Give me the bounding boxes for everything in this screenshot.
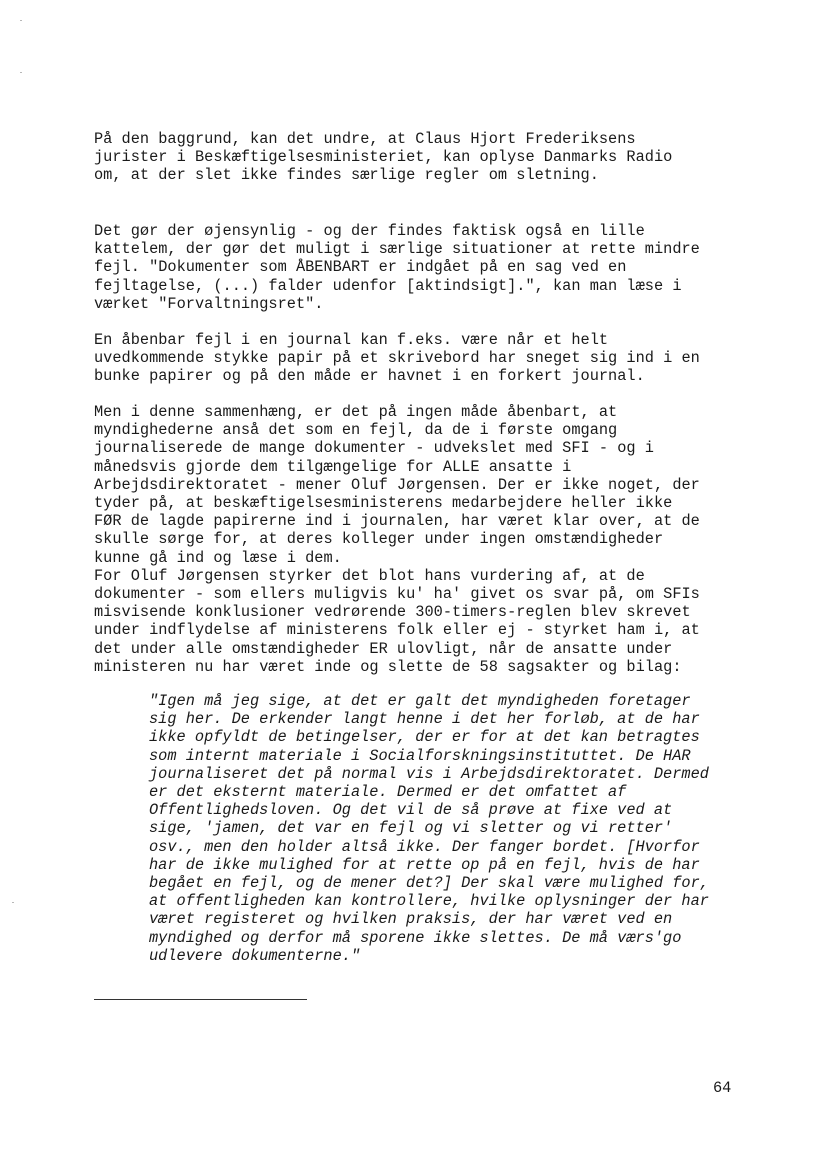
scan-speck [12,902,14,903]
footnote-separator [94,999,307,1000]
block-quote: "Igen må jeg sige, at det er galt det myndigheden foretager sig her. De erkender langt henne i det her forløb, at de har ikke opfyldt de betingelser, der er for at det kan betragtes som internt materiale i Socialforskningsinstituttet. De HAR journaliseret det på normal vis i Arbejdsdirektoratet. Dermed er det eksternt materiale. Dermed er det omfattet af Offentlighedsloven. Og det vil de så prøve at fixe ved at sige, 'jamen, det var en fejl og vi sletter og vi retter' osv., men den holder altså ikke. Der fanger bordet. [Hvorfor har de ikke mulighed for at rette op på en fejl, hvis de har begået en fejl, og de mener det?] Der skal være mulighed for, at offentligheden kan kontrollere, hvilke oplysninger der har været registeret og hvilken praksis, der har været ved en myndighed og derfor må sporene ikke slettes. De må værs'go udlevere dokumenterne." [149,692,709,965]
paragraph-4: Men i denne sammenhæng, er det på ingen måde åbenbart, at myndighederne anså det som en fejl, da de i første omgang journaliserede de mange dokumenter - udvekslet med SFI - og i månedsvis gjorde dem tilgængelige for ALLE ansatte i Arbejdsdirektoratet - mener Oluf Jørgensen. Der er ikke noget, der tyder på, at beskæftigelsesministerens medarbejdere heller ikke FØR de lagde papirerne ind i journalen, har været klar over, at de skulle sørge for, at deres kolleger under ingen omstændigheder kunne gå ind og læse i dem. For Oluf Jørgensen styrker det blot hans vurdering af, at de dokumenter - som ellers muligvis ku' ha' givet os svar på, om SFIs misvisende konklusioner vedrørende 300-timers-reglen blev skrevet under indflydelse af ministerens folk eller ej - styrket ham i, at det under alle omstændigheder ER ulovligt, når de ansatte under ministeren nu har været inde og slette de 58 sagsakter og bilag: [94,403,700,676]
paragraph-1: På den baggrund, kan det undre, at Claus Hjort Frederiksens jurister i Beskæftigelsesministeriet, kan oplyse Danmarks Radio om, at der slet ikke findes særlige regler om sletning. [94,130,673,185]
scan-speck [20,72,22,73]
page-number: 64 [713,1079,732,1097]
scan-speck [20,20,22,21]
paragraph-2: Det gør der øjensynlig - og der findes faktisk også en lille kattelem, der gør det muligt i særlige situationer at rette mindre fejl. "Dokumenter som ÅBENBART er indgået på en sag ved en fejltagelse, (...) falder udenfor [aktindsigt].", kan man læse i værket "Forvaltningsret". [94,222,700,313]
paragraph-3: En åbenbar fejl i en journal kan f.eks. være når et helt uvedkommende stykke papir på et skrivebord har sneget sig ind i en bunke papirer og på den måde er havnet i en forkert journal. [94,331,700,386]
